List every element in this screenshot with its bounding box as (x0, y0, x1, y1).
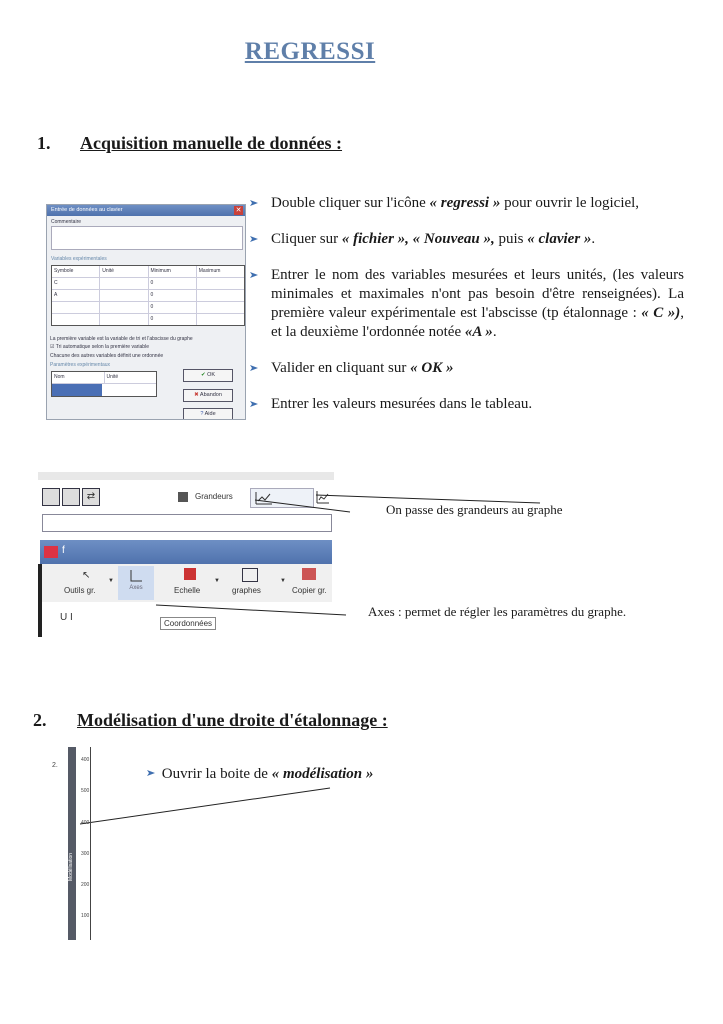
help-label: Aide (204, 411, 216, 417)
axis-line (90, 747, 91, 940)
axes-label: Axes (129, 585, 143, 591)
modelisation-tab-label: Modélisation (68, 852, 74, 881)
tick-label: 400 (81, 820, 90, 826)
graph-misc-label: U I (60, 612, 73, 623)
bullet-text: Entrer les valeurs mesurées dans le tableau. (271, 396, 533, 412)
bullet-text: . (492, 324, 497, 340)
dialog-title: Entrée de données au clavier (51, 207, 123, 213)
copier-button[interactable]: Copier gr. (292, 586, 327, 595)
outils-button[interactable]: Outils gr. (64, 586, 96, 595)
coordonnees-tooltip: Coordonnées (160, 617, 216, 630)
comment-label: Commentaire (51, 219, 82, 225)
bullet-emphasis: « OK » (410, 360, 454, 376)
col-symbole: Symbole (52, 266, 100, 277)
section2-title: Modélisation d'une droite d'étalonnage : (77, 710, 388, 730)
cancel-label: Abandon (199, 392, 222, 398)
tick-label: 300 (81, 851, 90, 857)
note-other-variables: Chacune des autres variables définit une ordonnée (50, 353, 164, 359)
dropdown-icon[interactable]: ▼ (280, 578, 286, 584)
bullet-text: pour ouvrir le logiciel, (500, 195, 640, 211)
cell[interactable]: A (52, 290, 100, 301)
cell[interactable]: 0 (149, 302, 197, 313)
params-label: Paramètres expérimentaux (50, 362, 111, 368)
bullet-emphasis: « C ») (641, 305, 681, 321)
col-minimum: Minimum (149, 266, 197, 277)
arrow-bullet-icon (146, 766, 158, 783)
bullet-text: , et la deuxième l'ordonnée notée (271, 305, 685, 340)
grandeurs-callout: On passe des grandeurs au graphe (386, 502, 563, 517)
bullet-text: Valider en cliquant sur (271, 360, 411, 376)
sort-checkbox-label[interactable]: ☑ Tri automatique selon la première variable (50, 344, 149, 350)
x-icon: ✖ (194, 392, 199, 398)
section1-number: 1. (37, 133, 51, 153)
axes-callout: Axes : permet de régler les paramètres du graphe. (368, 604, 627, 619)
bullet-emphasis: « fichier », « Nouveau », (341, 231, 499, 247)
question-icon: ? (200, 411, 204, 417)
cell[interactable]: 0 (149, 278, 197, 289)
dropdown-icon[interactable]: ▼ (214, 578, 220, 584)
bullet-text: Entrer le nom des variables mesurées et leurs unités, (les valeurs minimales et maximales n'ont pas besoin d'être renseignées). La première valeur expérimentale est l'abscisse (tp étalonnage : (271, 267, 684, 321)
bullet-text: Cliquer sur (271, 231, 342, 247)
graphes-button[interactable]: graphes (232, 586, 261, 595)
col-nom: Nom (52, 372, 105, 383)
close-icon[interactable]: ✕ (235, 207, 242, 214)
dropdown-icon[interactable]: ▼ (108, 578, 114, 584)
cell[interactable]: 0 (149, 290, 197, 301)
col-maximum: Maximum (198, 268, 221, 274)
bullet-emphasis: « modélisation » (271, 766, 374, 782)
bullet-text: . (591, 231, 596, 247)
bullet-emphasis: «A » (464, 324, 493, 340)
bullet-emphasis: « regressi » (429, 195, 501, 211)
grandeurs-button[interactable]: Grandeurs (195, 492, 233, 501)
col-unite: Unité (106, 374, 119, 380)
modelisation-tab[interactable] (68, 747, 76, 940)
section2-number: 2. (33, 710, 47, 730)
tick-label: 500 (81, 788, 90, 794)
note-first-variable: La première variable est la variable de tri et l'abscisse du graphe (50, 336, 193, 342)
bullet-text: Double cliquer sur l'icône (271, 195, 430, 211)
cell[interactable]: 0 (149, 314, 197, 325)
check-icon: ✔ (200, 372, 206, 378)
echelle-button[interactable]: Echelle (174, 586, 201, 595)
bullet-text: puis (498, 231, 528, 247)
section1-title: Acquisition manuelle de données : (80, 133, 343, 153)
pointer-icon: ↖ (82, 570, 91, 581)
col-unite: Unité (100, 266, 148, 277)
section2-bullet (146, 766, 373, 783)
ok-label: OK (207, 372, 216, 378)
tick-label: 100 (81, 913, 90, 919)
graph-window-title: f (62, 545, 65, 556)
tick-label: 200 (81, 882, 90, 888)
bullet-text: Ouvrir la boite de (161, 766, 272, 782)
cell[interactable]: C (52, 278, 100, 289)
bullet-emphasis: « clavier » (527, 231, 592, 247)
sort-label-text: Tri automatique selon la première variable (55, 344, 149, 350)
variables-label: Variables expérimentales (51, 256, 107, 262)
swap-icon[interactable]: ⇄ (82, 488, 100, 506)
small-number: 2. (52, 762, 58, 769)
tick-label: 400 (81, 757, 90, 763)
page-title: REGRESSI (244, 38, 376, 65)
